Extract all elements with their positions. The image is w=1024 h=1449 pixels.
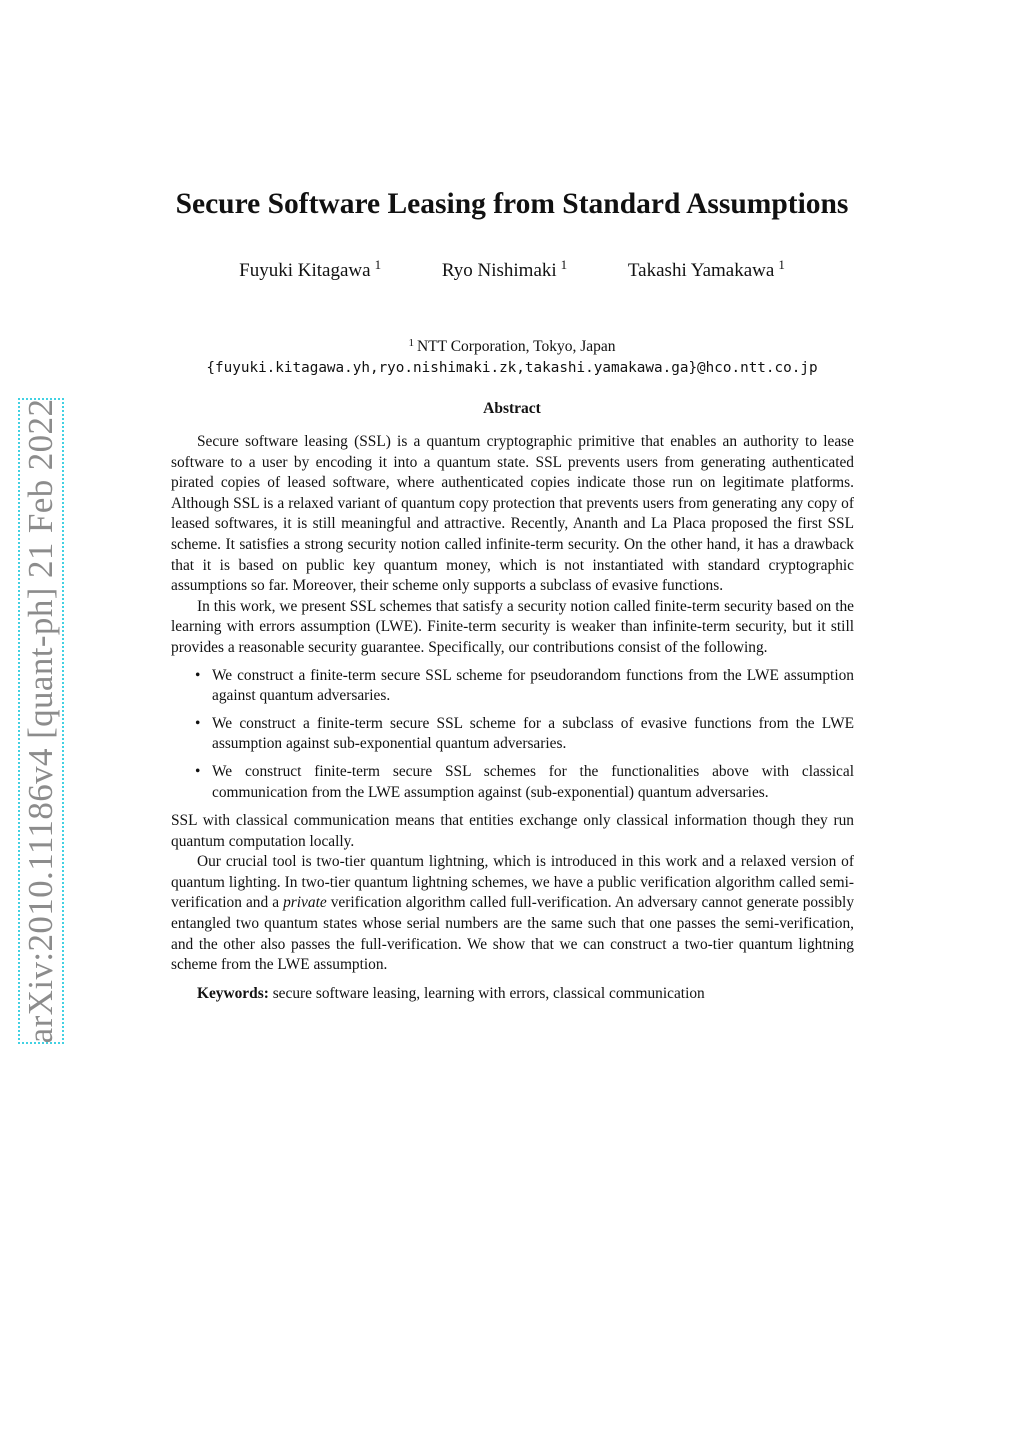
keywords-text: secure software leasing, learning with errors, classical communication xyxy=(272,984,705,1002)
author-emails: {fuyuki.kitagawa.yh,ryo.nishimaki.zk,takashi.yamakawa.ga}@hco.ntt.co.jp xyxy=(206,360,818,376)
keywords-line xyxy=(171,984,854,1005)
text-run: verification algorithm called full-verification. An adversary cannot generate possibly entangled two quantum states whose serial numbers are the same such that one passes the semi-verification, and the other also passes the full-verification. We show that we can construct a two-tier quantum lightning scheme from the LWE assumption. xyxy=(171,894,855,974)
affiliation-mark: 1 xyxy=(778,257,785,272)
affiliation-mark: 1 xyxy=(374,257,382,272)
text-run: Our crucial tool is two-tier quantum lightning, which is introduced in this work and a relaxed version of quantum lighting. In two-tier quantum lightning schemes, we have a public verification algorithm called semi-verification and a xyxy=(171,853,854,912)
paper-title: Secure Software Leasing from Standard Assumptions xyxy=(175,188,849,220)
contribution-list xyxy=(171,666,854,804)
list-item: • We construct finite-term secure SSL schemes for the functionalities above with classical communication from the LWE assumption against (sub-exponential) quantum adversaries. xyxy=(212,762,854,803)
author-name: Fuyuki Kitagawa xyxy=(239,260,371,281)
arxiv-identifier: arXiv:2010.11186v4 [quant-ph] 21 Feb 2022 xyxy=(21,398,60,1044)
affiliation-mark: 1 xyxy=(560,257,568,272)
abstract-paragraph: In this work, we present SSL schemes that satisfy a security notion called finite-term security based on the learning with errors assumption (LWE). Finite-term security is weaker than infinite-term security, but it still provides a reasonable security guarantee. Specifically, our contributions consist of the following. xyxy=(171,597,854,656)
author-name: Ryo Nishimaki xyxy=(441,260,557,281)
emphasized-text: private xyxy=(283,894,327,912)
abstract-body xyxy=(171,432,854,1004)
abstract-paragraph xyxy=(171,852,854,976)
author-name: Takashi Yamakawa xyxy=(627,260,775,281)
affiliation-mark: 1 xyxy=(408,337,414,349)
affiliation-text: NTT Corporation, Tokyo, Japan xyxy=(416,338,616,355)
abstract-paragraph: Secure software leasing (SSL) is a quantum cryptographic primitive that enables an authority to lease software to a user by encoding it into a quantum state. SSL prevents users from generating authenticated pirated copies of leased software, where authenticated copies indicate those run on legitimate platforms. Although SSL is a relaxed variant of quantum copy protection that prevents users from generating any copy of leased softwares, it is still meaningful and attractive. Recently, Ananth and La Placa proposed the first SSL scheme. It satisfies a strong security notion called infinite-term security. On the other hand, it has a drawback that it is based on public key quantum money, which is not instantiated with standard cryptographic assumptions so far. Moreover, their scheme only supports a subclass of evasive functions. xyxy=(171,433,854,595)
list-item: • We construct a finite-term secure SSL scheme for pseudorandom functions from the LWE assumption against quantum adversaries. xyxy=(212,666,854,707)
author xyxy=(627,257,785,282)
list-item: • We construct a finite-term secure SSL scheme for a subclass of evasive functions from the LWE assumption against sub-exponential quantum adversaries. xyxy=(212,714,854,755)
author xyxy=(441,257,568,282)
author-list xyxy=(0,257,1024,282)
affiliation xyxy=(0,338,1024,356)
abstract-heading: Abstract xyxy=(483,400,541,417)
keywords-label: Keywords: xyxy=(197,984,269,1002)
author xyxy=(239,257,382,282)
abstract-paragraph: SSL with classical communication means that entities exchange only classical information though they run quantum computation locally. xyxy=(171,812,854,850)
